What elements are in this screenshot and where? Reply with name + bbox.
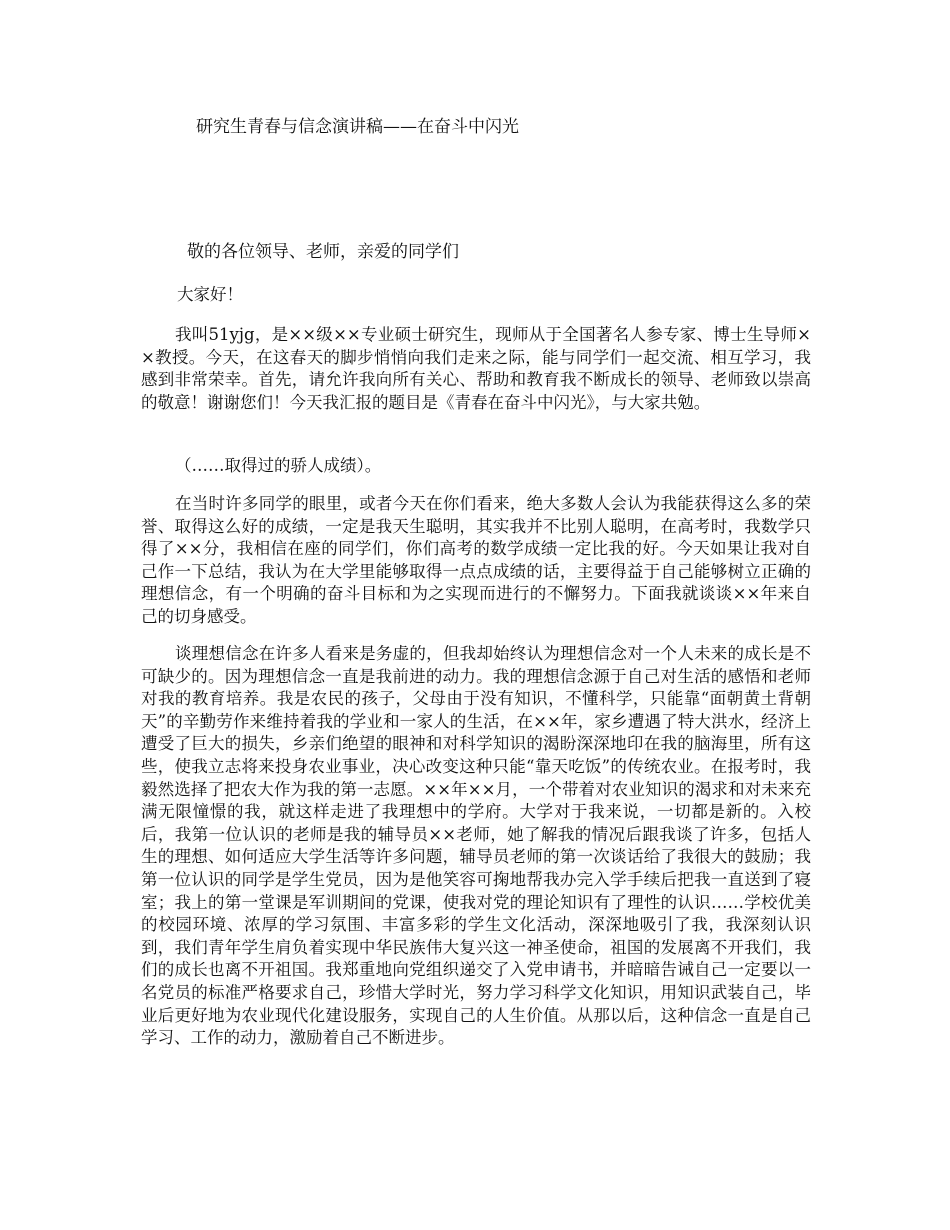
salutation-line: 敬的各位领导、老师，亲爱的同学们 — [187, 242, 459, 262]
ideals-paragraph: 谈理想信念在许多人看来是务虚的，但我却始终认为理想信念对一个人未来的成长是不可缺少的。因为理想信念一直是我前进的动力。我的理想信念源于自己对生活的感悟和老师对我的教育培养。我是农民的孩子，父母由于没有知识，不懂科学，只能靠“面朝黄土背朝天”的辛勤劳作来维持着我的学业和一家人的生活，在××年，家乡遭遇了特大洪水，经济上遭受了巨大的损失，乡亲们绝望的眼神和对科学知识的渴盼深深地印在我的脑海里，所有这些，使我立志将来投身农业事业，决心改变这种只能“靠天吃饭”的传统农业。在报考时，我毅然选择了把农大作为我的第一志愿。××年××月，一个带着对农业知识的渴求和对未来充满无限憧憬的我，就这样走进了我理想中的学府。大学对于我来说，一切都是新的。入校后，我第一位认识的老师是我的辅导员××老师，她了解我的情况后跟我谈了许多，包括人生的理想、如何适应大学生活等许多问题，辅导员老师的第一次谈话给了我很大的鼓励；我第一位认识的同学是学生党员，因为是他笑容可掬地帮我办完入学手续后把我一直送到了寝室；我上的第一堂课是军训期间的党课，使我对党的理论知识有了理性的认识……学校优美的校园环境、浓厚的学习氛围、丰富多彩的学生文化活动，深深地吸引了我，我深刻认识到，我们青年学生肩负着实现中华民族伟大复兴这一神圣使命，祖国的发展离不开我们，我们的成长也离不开祖国。我郑重地向党组织递交了入党申请书，并暗暗告诫自己一定要以一名党员的标准严格要求自己，珍惜大学时光，努力学习科学文化知识，用知识武装自己，毕业后更好地为农业现代化建设服务，实现自己的人生价值。从那以后，这种信念一直是自己学习、工作的动力，激励着自己不断进步。 — [141, 644, 811, 1048]
reflection-paragraph: 在当时许多同学的眼里，或者今天在你们看来，绝大多数人会认为我能获得这么多的荣誉、取得这么好的成绩，一定是我天生聪明，其实我并不比别人聪明，在高考时，我数学只得了××分，我相信在座的同学们，你们高考的数学成绩一定比我的好。今天如果让我对自己作一下总结，我认为在大学里能够取得一点点成绩的话，主要得益于自己能够树立正确的理想信念，有一个明确的奋斗目标和为之实现而进行的不懈努力。下面我就谈谈××年来自己的切身感受。 — [141, 494, 811, 626]
greeting-paragraph: 大家好！ — [177, 285, 243, 304]
document-title: 研究生青春与信念演讲稿——在奋斗中闪光 — [196, 117, 519, 137]
achievements-paragraph: （……取得过的骄人成绩）。 — [175, 456, 382, 475]
introduction-paragraph: 我叫51yjg，是××级××专业硕士研究生，现师从于全国著名人参专家、博士生导师××教授。今天，在这春天的脚步悄悄向我们走来之际，能与同学们一起交流、相互学习，我感到非常荣幸。首先，请允许我向所有关心、帮助和教育我不断成长的领导、老师致以崇高的敬意！谢谢您们！今天我汇报的题目是《青春在奋斗中闪光》，与大家共勉。 — [141, 325, 811, 412]
